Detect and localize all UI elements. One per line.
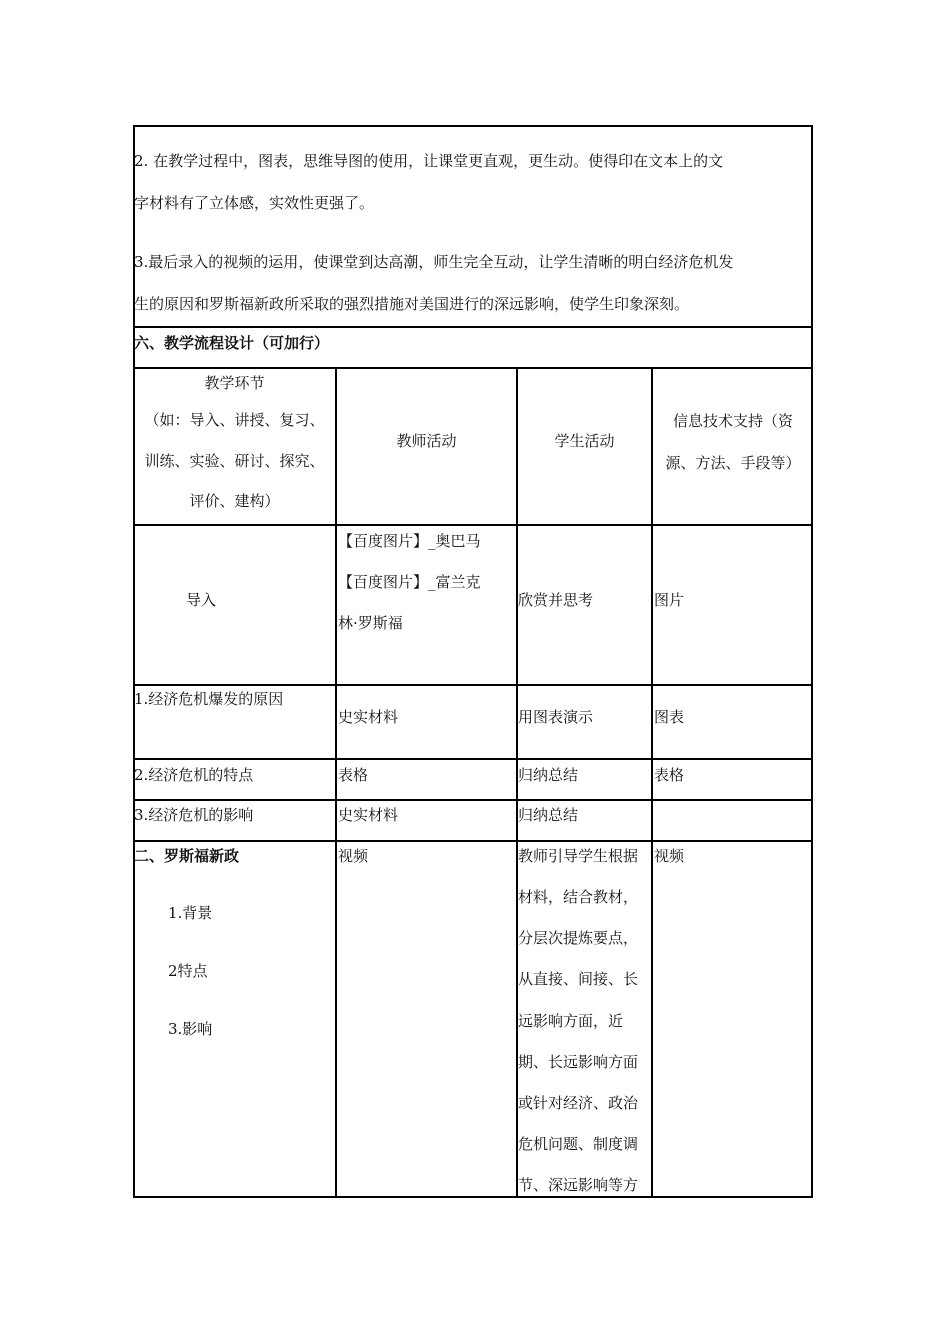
row-intro-student: 欣赏并思考 <box>518 591 594 609</box>
row-feature-stage: 2.经济危机的特点 <box>134 766 254 784</box>
row-newdeal-student-line-1: 教师引导学生根据 <box>518 847 639 865</box>
row-cause-student: 用图表演示 <box>518 708 594 726</box>
row-intro-teacher-line1: 【百度图片】_奥巴马 <box>338 532 481 550</box>
row-newdeal-sub-impact: 3.影响 <box>168 1020 213 1038</box>
header-student-activity: 学生活动 <box>554 432 615 450</box>
row-newdeal-student-line-2: 材料，结合教材， <box>518 888 639 906</box>
rule-col-1 <box>335 367 337 1198</box>
header-stage-line1: 教学环节 <box>204 374 265 392</box>
rule-impact-bottom <box>133 840 813 842</box>
row-intro-teacher-line2: 【百度图片】_富兰克 <box>338 573 481 591</box>
row-feature-student: 归纳总结 <box>518 766 579 784</box>
rule-header-top <box>133 367 813 369</box>
row-feature-it: 表格 <box>654 766 685 784</box>
header-stage-line3: 训练、实验、研讨、探究、 <box>144 452 325 470</box>
rule-intro-bottom <box>133 684 813 686</box>
rule-header-bottom <box>133 524 813 526</box>
row-newdeal-teacher: 视频 <box>338 847 369 865</box>
reflection-p3-line1: 3.最后录入的视频的运用，使课堂到达高潮，师生完全互动，让学生清晰的明白经济危机发 <box>134 253 734 271</box>
rule-section-top <box>133 326 813 328</box>
row-newdeal-student-line-7: 或针对经济、政治 <box>518 1094 639 1112</box>
row-newdeal-it: 视频 <box>654 847 685 865</box>
row-feature-teacher: 表格 <box>338 766 369 784</box>
reflection-p3-line2: 生的原因和罗斯福新政所采取的强烈措施对美国进行的深远影响，使学生印象深刻。 <box>134 295 690 313</box>
row-newdeal-student-line-5: 远影响方面，近 <box>518 1012 624 1030</box>
row-intro-it: 图片 <box>654 591 685 609</box>
row-impact-teacher: 史实材料 <box>338 806 399 824</box>
section-title: 六、教学流程设计（可加行） <box>134 334 330 352</box>
row-cause-teacher: 史实材料 <box>338 708 399 726</box>
row-cause-stage: 1.经济危机爆发的原因 <box>134 690 284 708</box>
row-newdeal-sub-background: 1.背景 <box>168 904 213 922</box>
header-it-line2: 源、方法、手段等） <box>665 454 801 472</box>
header-it-line1: 信息技术支持（资 <box>672 412 793 430</box>
row-impact-student: 归纳总结 <box>518 806 579 824</box>
row-impact-stage: 3.经济危机的影响 <box>134 806 254 824</box>
row-newdeal-student-line-4: 从直接、间接、长 <box>518 970 639 988</box>
rule-cause-bottom <box>133 758 813 760</box>
row-newdeal-sub-features: 2特点 <box>168 962 208 980</box>
rule-feature-bottom <box>133 799 813 801</box>
reflection-p2-line1: 2. 在教学过程中，图表，思维导图的使用，让课堂更直观，更生动。使得印在文本上的文 <box>134 152 724 170</box>
header-teacher-activity: 教师活动 <box>396 432 457 450</box>
row-newdeal-student-line-6: 期、长远影响方面 <box>518 1053 639 1071</box>
reflection-p2-line2: 字材料有了立体感，实效性更强了。 <box>134 194 375 212</box>
row-newdeal-stage: 二、罗斯福新政 <box>134 847 240 865</box>
rule-col-3 <box>651 367 653 1198</box>
row-cause-it: 图表 <box>654 708 685 726</box>
row-intro-teacher-line3: 林·罗斯福 <box>338 614 403 632</box>
lesson-table <box>133 125 813 1198</box>
row-newdeal-student-line-3: 分层次提炼要点， <box>518 929 639 947</box>
row-intro-stage: 导入 <box>186 591 217 609</box>
row-newdeal-student-line-8: 危机问题、制度调 <box>518 1135 639 1153</box>
header-stage-line4: 评价、建构） <box>189 492 280 510</box>
header-stage-line2: （如：导入、讲授、复习、 <box>144 411 325 429</box>
row-newdeal-student-line-9: 节、深远影响等方 <box>518 1176 639 1194</box>
